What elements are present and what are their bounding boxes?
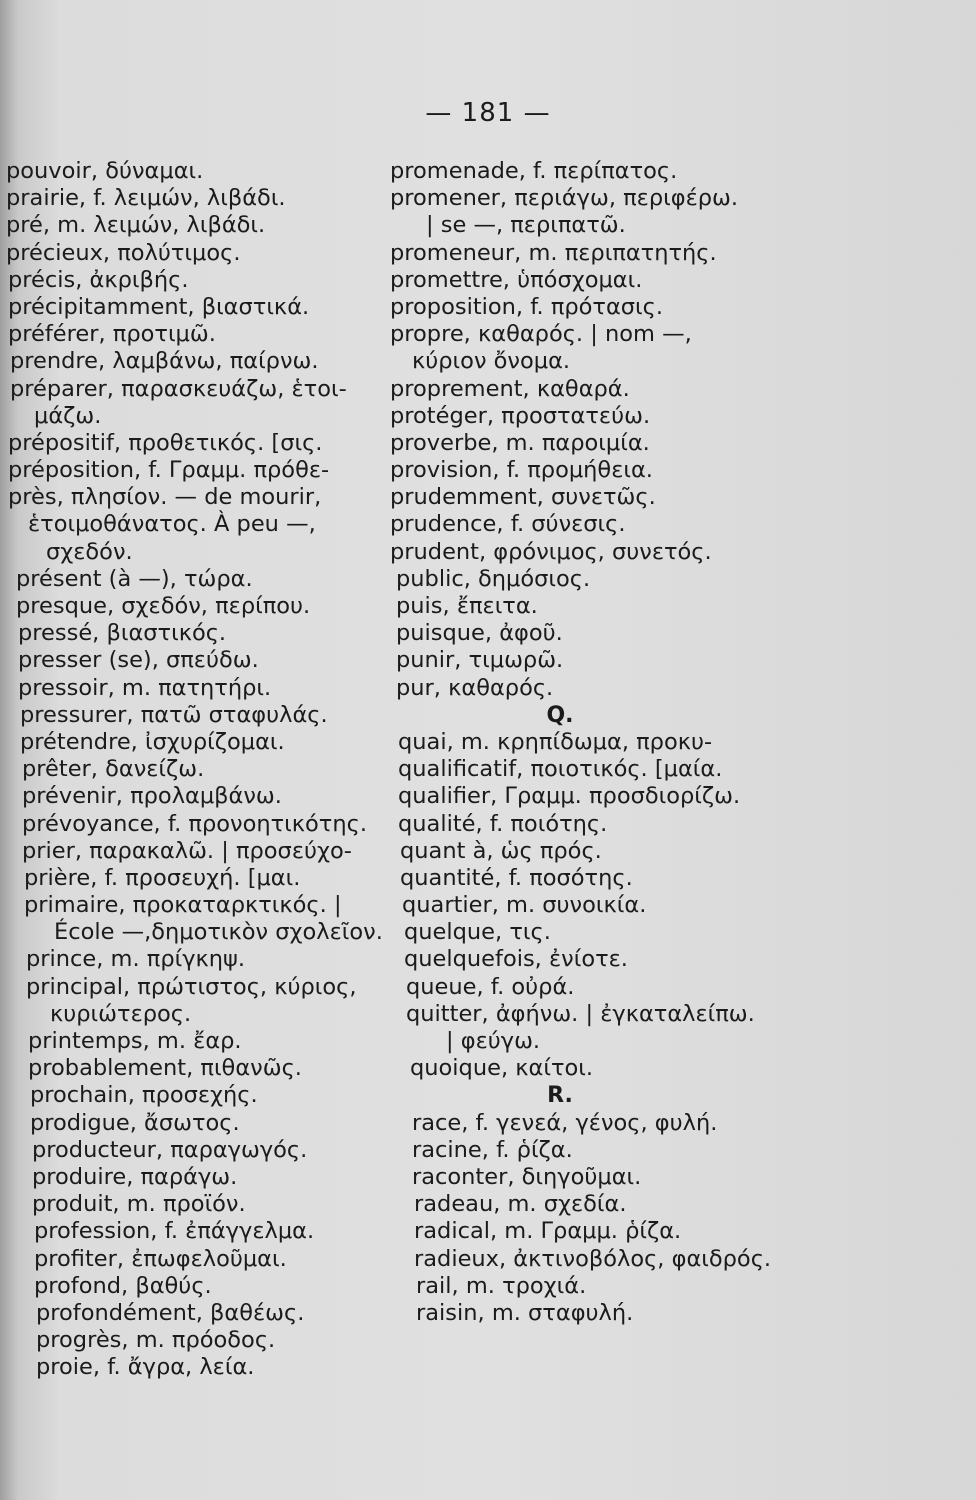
dictionary-entry: presque, σχεδόν, περίπου.	[16, 593, 311, 619]
dictionary-entry: prochain, προσεχής.	[30, 1082, 258, 1109]
dictionary-entry: promener, περιάγω, περιφέρω.	[390, 185, 739, 212]
dictionary-entry: propre, καθαρός. | nom —,	[390, 321, 692, 348]
dictionary-entry: quelque, τις.	[404, 919, 551, 946]
dictionary-entry: quitter, ἀφήνω. | ἐγκαταλείπω.	[406, 1000, 755, 1027]
dictionary-entry: prépositif, προθετικός. [σις.	[8, 429, 323, 456]
dictionary-entry: promenade, f. περίπατος.	[390, 158, 678, 184]
dictionary-entry: pressurer, πατῶ σταφυλάς.	[20, 701, 328, 728]
dictionary-entry: prière, f. προσευχή. [μαι.	[24, 864, 301, 891]
dictionary-entry: printemps, m. ἔαρ.	[28, 1028, 242, 1054]
dictionary-entry: École —,δημοτικὸν σχολεῖον.	[54, 919, 383, 946]
dictionary-entry: promeneur, m. περιπατητής.	[390, 239, 717, 266]
dictionary-entry: préparer, παρασκευάζω, ἑτοι-	[10, 375, 347, 402]
dictionary-entry: prince, m. πρίγκηψ.	[26, 946, 246, 973]
dictionary-entry: promettre, ὑπόσχομαι.	[390, 266, 643, 293]
dictionary-entry: prier, παρακαλῶ. | προσεύχο-	[22, 837, 352, 864]
dictionary-entry: qualifier, Γραμμ. προσδιορίζω.	[398, 783, 741, 810]
dictionary-entry: prétendre, ἰσχυρίζομαι.	[20, 728, 285, 755]
dictionary-entry: quantité, f. ποσότης.	[400, 864, 633, 891]
dictionary-entry: proverbe, m. παροιμία.	[390, 429, 650, 456]
dictionary-entry: pur, καθαρός.	[396, 674, 554, 701]
dictionary-entry: κύριον ὄνομα.	[412, 348, 571, 375]
dictionary-entry: | φεύγω.	[446, 1028, 541, 1054]
dictionary-entry: radical, m. Γραμμ. ῥίζα.	[414, 1218, 682, 1245]
dictionary-entry: profondément, βαθέως.	[36, 1299, 305, 1326]
dictionary-entry: quartier, m. συνοικία.	[402, 892, 647, 919]
dictionary-entry: quoique, καίτοι.	[410, 1055, 594, 1082]
dictionary-entry: producteur, παραγωγός.	[32, 1136, 308, 1163]
dictionary-entry: produire, παράγω.	[32, 1163, 238, 1190]
dictionary-entry: prévoyance, f. προνοητικότης.	[22, 810, 367, 837]
dictionary-entry: prairie, f. λειμών, λιβάδι.	[6, 185, 286, 212]
dictionary-entry: précis, ἀκριβής.	[8, 266, 189, 293]
dictionary-entry: ἑτοιμοθάνατος. À peu —,	[28, 511, 316, 538]
dictionary-entry: quant à, ὡς πρός.	[400, 837, 602, 864]
dictionary-entry: près, πλησίον. — de mourir,	[8, 484, 322, 511]
dictionary-entry: radieux, ἀκτινοβόλος, φαιδρός.	[414, 1245, 772, 1272]
dictionary-entry: | se —, περιπατῶ.	[426, 212, 626, 239]
dictionary-entry: puisque, ἀφοῦ.	[396, 620, 563, 647]
dictionary-entry: prodigue, ἄσωτος.	[30, 1109, 240, 1136]
dictionary-entry: préposition, f. Γραμμ. πρόθε-	[8, 457, 330, 484]
dictionary-entry: κυριώτερος.	[50, 1000, 192, 1027]
dictionary-entry: proprement, καθαρά.	[390, 375, 630, 402]
dictionary-entry: qualificatif, ποιοτικός. [μαία.	[398, 756, 723, 783]
dictionary-entry: racine, f. ῥίζα.	[412, 1136, 573, 1163]
dictionary-entry: protéger, προστατεύω.	[390, 402, 651, 429]
right-column	[390, 158, 965, 1327]
section-heading: R.	[547, 1083, 573, 1109]
dictionary-entry: produit, m. προϊόν.	[32, 1191, 246, 1218]
dictionary-entry: proposition, f. πρότασις.	[390, 293, 664, 320]
dictionary-entry: raisin, m. σταφυλή.	[416, 1299, 634, 1326]
dictionary-entry: prévenir, προλαμβάνω.	[22, 783, 282, 810]
dictionary-entry: profiter, ἐπωφελοῦμαι.	[34, 1245, 287, 1272]
dictionary-entry: prendre, λαμβάνω, παίρνω.	[10, 348, 319, 375]
dictionary-entry: principal, πρώτιστος, κύριος,	[26, 973, 357, 1000]
dictionary-entry: probablement, πιθανῶς.	[28, 1055, 302, 1082]
dictionary-entry: public, δημόσιος.	[396, 565, 591, 592]
dictionary-entry: μάζω.	[34, 402, 102, 429]
dictionary-entry: punir, τιμωρῶ.	[396, 647, 564, 674]
dictionary-entry: prudent, φρόνιμος, συνετός.	[390, 538, 712, 565]
dictionary-entry: proie, f. ἄγρα, λεία.	[36, 1354, 255, 1381]
dictionary-entry: primaire, προκαταρκτικός. |	[24, 892, 342, 919]
dictionary-entry: raconter, διηγοῦμαι.	[412, 1163, 642, 1190]
dictionary-entry: pressoir, m. πατητήρι.	[18, 674, 272, 701]
dictionary-entry: précipitamment, βιαστικά.	[8, 293, 310, 320]
dictionary-entry: précieux, πολύτιμος.	[6, 239, 241, 266]
dictionary-entry: queue, f. οὐρά.	[406, 973, 575, 1000]
dictionary-entry: progrès, m. πρόοδος.	[36, 1327, 276, 1354]
dictionary-entry: prêter, δανείζω.	[22, 756, 205, 783]
dictionary-entry: radeau, m. σχεδία.	[414, 1191, 627, 1218]
dictionary-entry: profond, βαθύς.	[34, 1272, 212, 1299]
left-column	[6, 158, 381, 1381]
dictionary-entry: presser (se), σπεύδω.	[18, 647, 259, 674]
dictionary-entry: σχεδόν.	[46, 538, 133, 565]
dictionary-entry: préférer, προτιμῶ.	[8, 321, 216, 348]
dictionary-entry: quelquefois, ἐνίοτε.	[404, 946, 628, 973]
dictionary-entry: prudence, f. σύνεσις.	[390, 511, 626, 538]
dictionary-entry: rail, m. τροχιά.	[416, 1272, 587, 1299]
dictionary-entry: race, f. γενεά, γένος, φυλή.	[412, 1109, 718, 1136]
dictionary-entry: présent (à —), τώρα.	[16, 565, 253, 592]
dictionary-entry: puis, ἔπειτα.	[396, 593, 538, 619]
dictionary-entry: quai, m. κρηπίδωμα, προκυ-	[398, 728, 713, 755]
section-heading: Q.	[546, 702, 574, 728]
dictionary-entry: pré, m. λειμών, λιβάδι.	[6, 212, 266, 239]
dictionary-entry: pouvoir, δύναμαι.	[6, 158, 204, 184]
dictionary-entry: profession, f. ἐπάγγελμα.	[34, 1218, 315, 1245]
dictionary-entry: provision, f. προμήθεια.	[390, 457, 653, 484]
dictionary-entry: qualité, f. ποιότης.	[398, 810, 608, 837]
dictionary-entry: prudemment, συνετῶς.	[390, 484, 656, 511]
page-number: — 181 —	[425, 98, 551, 128]
dictionary-entry: pressé, βιαστικός.	[18, 620, 227, 647]
